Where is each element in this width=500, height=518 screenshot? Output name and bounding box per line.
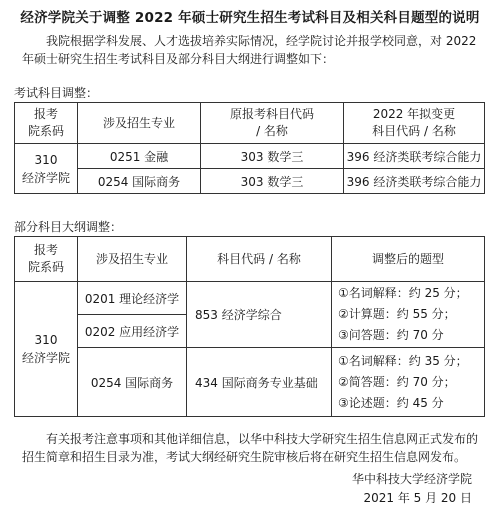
question-type-item: ①名词解释：约 25 分； xyxy=(338,286,468,300)
header-text: 报考 xyxy=(33,107,58,121)
header-text: 2022 年拟变更 xyxy=(372,107,456,121)
header-question-types: 调整后的题型 xyxy=(332,237,485,282)
dept-code: 310 xyxy=(34,333,58,347)
new-subject-cell: 396 经济类联考综合能力 xyxy=(344,144,485,169)
major-cell: 0201 理论经济学 xyxy=(78,282,187,315)
header-text: / 名称 xyxy=(256,124,288,138)
dept-cell xyxy=(15,282,78,417)
original-subject-cell: 303 数学三 xyxy=(201,169,344,194)
table-row xyxy=(15,348,485,417)
major-cell: 0254 国际商务 xyxy=(78,348,187,417)
header-text: 报考 xyxy=(33,243,58,257)
closing-paragraph: 有关报考注意事项和其他详细信息，以华中科技大学研究生招生信息网正式发布的招生简章和招生目录为准，考试大纲经研究生院审核后将在研究生招生信息网发布。 xyxy=(22,432,479,464)
dept-code: 310 xyxy=(34,152,58,167)
header-original-subject xyxy=(201,103,344,144)
header-dept-code xyxy=(15,237,78,282)
header-major: 涉及招生专业 xyxy=(78,237,187,282)
original-subject-cell: 303 数学三 xyxy=(201,144,344,169)
header-text: 院系码 xyxy=(27,260,64,274)
major-cell: 0254 国际商务 xyxy=(78,169,201,194)
question-type-item: ②计算题：约 55 分； xyxy=(338,307,456,321)
question-type-item: ③问答题：约 70 分 xyxy=(338,328,444,342)
subject-cell: 853 经济学综合 xyxy=(187,282,332,348)
question-types-cell xyxy=(332,282,485,348)
header-text: 科目代码 / 名称 xyxy=(372,124,456,138)
table-row xyxy=(15,282,485,315)
signature-date: 2021 年 5 月 20 日 xyxy=(363,491,472,505)
section-exam-subjects-label: 考试科目调整： xyxy=(14,86,99,100)
header-subject: 科目代码 / 名称 xyxy=(187,237,332,282)
dept-cell xyxy=(15,144,78,194)
table-header-row xyxy=(15,237,485,282)
document-title: 经济学院关于调整 2022 年硕士研究生招生考试科目及相关科目题型的说明 xyxy=(20,10,480,26)
header-new-subject xyxy=(344,103,485,144)
subject-cell: 434 国际商务专业基础 xyxy=(187,348,332,417)
table-header-row xyxy=(15,103,485,144)
new-subject-cell: 396 经济类联考综合能力 xyxy=(344,169,485,194)
syllabus-table xyxy=(14,236,485,417)
section-syllabus-label: 部分科目大纲调整： xyxy=(14,220,123,234)
intro-paragraph: 我院根据学科发展、人才选拔培养实际情况，经学院讨论并报学校同意，对 2022 年硕士研究生招生考试科目及部分科目大纲进行调整如下： xyxy=(22,34,477,66)
question-type-item: ①名词解释：约 35 分； xyxy=(338,353,468,368)
major-cell: 0251 金融 xyxy=(78,144,201,169)
major-cell: 0202 应用经济学 xyxy=(78,315,187,348)
header-major: 涉及招生专业 xyxy=(78,103,201,144)
header-text: 院系码 xyxy=(27,124,64,138)
question-type-item: ②简答题：约 70 分； xyxy=(338,374,456,389)
table-row xyxy=(15,144,485,169)
exam-subject-table xyxy=(14,102,485,194)
dept-name: 经济学院 xyxy=(21,170,70,185)
table-row xyxy=(15,169,485,194)
signature-org: 华中科技大学经济学院 xyxy=(351,472,472,486)
header-dept-code xyxy=(15,103,78,144)
dept-name: 经济学院 xyxy=(21,351,70,365)
question-type-item: ③论述题：约 45 分 xyxy=(338,395,444,410)
header-text: 原报考科目代码 xyxy=(229,107,314,121)
question-types-cell xyxy=(332,348,485,417)
